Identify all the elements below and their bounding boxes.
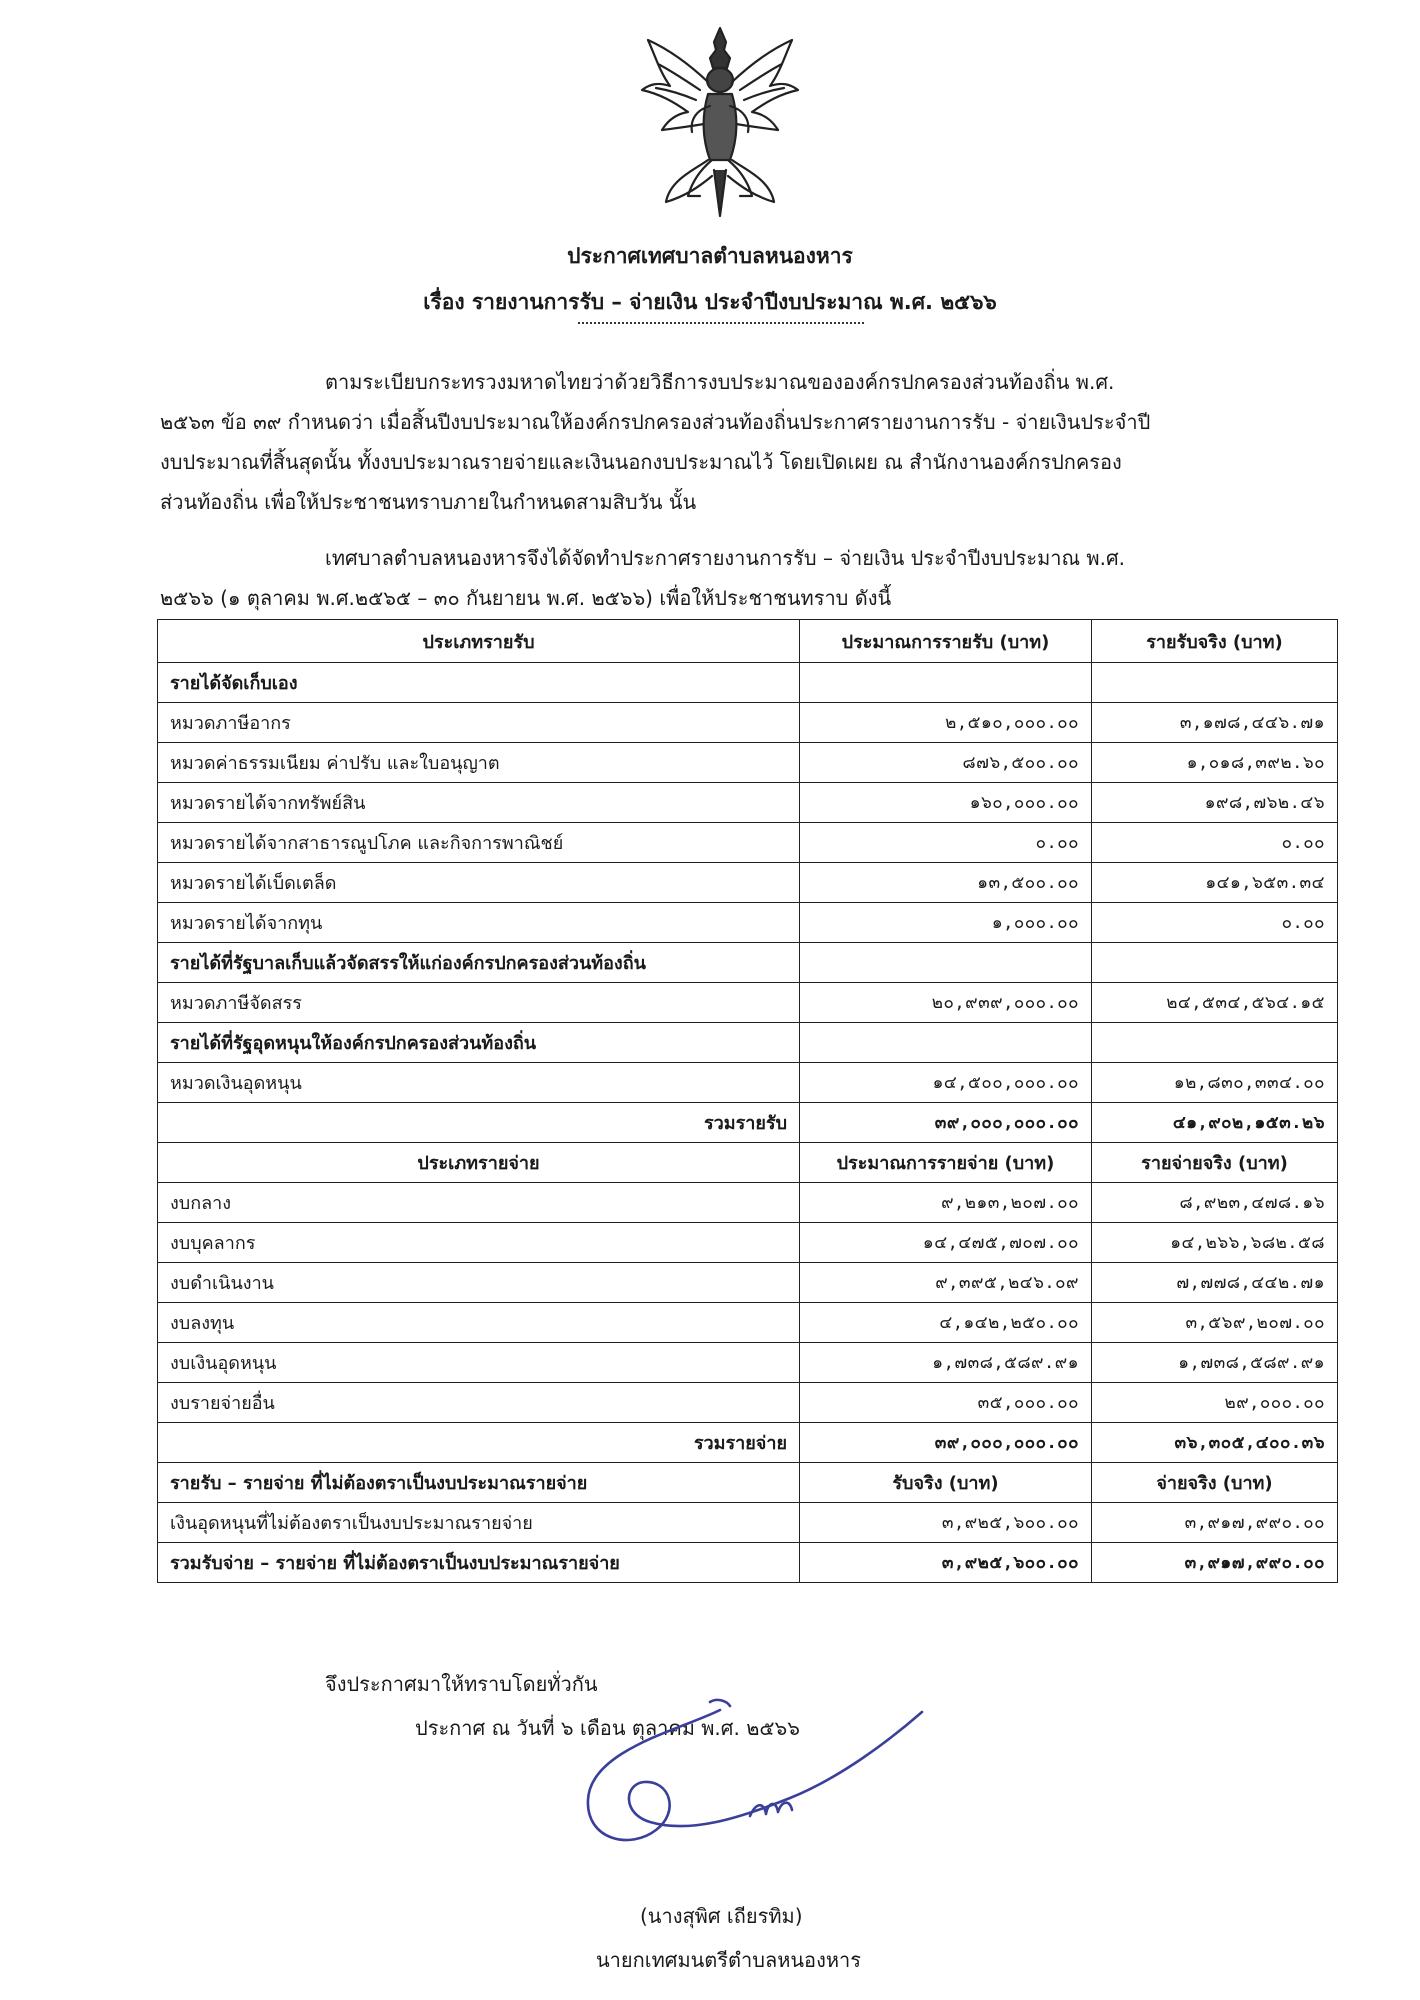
table-row (158, 1183, 1338, 1223)
total-paid: ๓,๙๑๗,๙๙๐.๐๐ (1092, 1543, 1338, 1583)
section-title: รายได้ที่รัฐบาลเก็บแล้วจัดสรรให้แก่องค์กรปกครองส่วนท้องถิ่น (158, 943, 800, 983)
revenue-header-row (158, 620, 1338, 663)
actual-cell: ๑,๗๓๘,๕๘๙.๙๑ (1092, 1343, 1338, 1383)
estimate-cell: ๒๐,๙๓๙,๐๐๐.๐๐ (800, 983, 1092, 1023)
section-row (158, 943, 1338, 983)
total-estimate: ๓๙,๐๐๐,๐๐๐.๐๐ (800, 1103, 1092, 1143)
table-row (158, 743, 1338, 783)
total-actual: ๓๖,๓๐๕,๔๐๐.๓๖ (1092, 1423, 1338, 1463)
closing-statement: จึงประกาศมาให้ทราบโดยทั่วกัน (325, 1672, 598, 1696)
actual-cell: ๑,๐๑๘,๓๙๒.๖๐ (1092, 743, 1338, 783)
total-received: ๓,๙๒๕,๖๐๐.๐๐ (800, 1543, 1092, 1583)
row-label: งบบุคลากร (158, 1223, 800, 1263)
announcement-date: ประกาศ ณ วันที่ ๖ เดือน ตุลาคม พ.ศ. ๒๕๖๖ (415, 1716, 800, 1740)
actual-cell: ๑๙๘,๗๖๒.๔๖ (1092, 783, 1338, 823)
intro-line: ๒๕๖๖ (๑ ตุลาคม พ.ศ.๒๕๖๕ – ๓๐ กันยายน พ.ศ. ๒๕๖๖) เพื่อให้ประชาชนทราบ ดังนี้ (160, 586, 892, 610)
actual-cell: ๐.๐๐ (1092, 903, 1338, 943)
row-label: หมวดภาษีจัดสรร (158, 983, 800, 1023)
table-row (158, 1503, 1338, 1543)
dotted-divider (578, 322, 864, 324)
actual-cell: ๐.๐๐ (1092, 823, 1338, 863)
estimate-cell: ๑๔,๕๐๐,๐๐๐.๐๐ (800, 1063, 1092, 1103)
table-row (158, 823, 1338, 863)
non-budget-received-header: รับจริง (บาท) (800, 1463, 1092, 1503)
table-row (158, 1303, 1338, 1343)
non-budget-header-row (158, 1463, 1338, 1503)
total-label: รวมรับจ่าย – รายจ่าย ที่ไม่ต้องตราเป็นงบประมาณรายจ่าย (158, 1543, 800, 1583)
table-row (158, 1263, 1338, 1303)
handwritten-signature (560, 1690, 930, 1860)
table-row (158, 1223, 1338, 1263)
row-label: งบรายจ่ายอื่น (158, 1383, 800, 1423)
estimate-cell: ๑๖๐,๐๐๐.๐๐ (800, 783, 1092, 823)
row-label: หมวดรายได้จากทุน (158, 903, 800, 943)
revenue-actual-header: รายรับจริง (บาท) (1092, 620, 1338, 663)
revenue-total-row (158, 1103, 1338, 1143)
row-label: หมวดเงินอุดหนุน (158, 1063, 800, 1103)
actual-cell: ๓,๕๖๙,๒๐๗.๐๐ (1092, 1303, 1338, 1343)
non-budget-total-row (158, 1543, 1338, 1583)
section-row (158, 663, 1338, 703)
table-row (158, 1383, 1338, 1423)
row-label: หมวดรายได้จากสาธารณูปโภค และกิจการพาณิชย์ (158, 823, 800, 863)
row-label: หมวดค่าธรรมเนียม ค่าปรับ และใบอนุญาต (158, 743, 800, 783)
estimate-cell: ๙,๓๙๕,๒๔๖.๐๙ (800, 1263, 1092, 1303)
non-budget-type-header: รายรับ – รายจ่าย ที่ไม่ต้องตราเป็นงบประมาณรายจ่าย (158, 1463, 800, 1503)
row-label: หมวดรายได้เบ็ดเตล็ด (158, 863, 800, 903)
revenue-estimate-header: ประมาณการรายรับ (บาท) (800, 620, 1092, 663)
finance-table (157, 619, 1338, 1583)
expense-actual-header: รายจ่ายจริง (บาท) (1092, 1143, 1338, 1183)
signer-name: (นางสุพิศ เถียรทิม) (640, 1904, 803, 1928)
estimate-cell: ๘๗๖,๕๐๐.๐๐ (800, 743, 1092, 783)
paid-cell: ๓,๙๑๗,๙๙๐.๐๐ (1092, 1503, 1338, 1543)
estimate-cell: ๔,๑๔๒,๒๕๐.๐๐ (800, 1303, 1092, 1343)
estimate-cell: ๐.๐๐ (800, 823, 1092, 863)
row-label: เงินอุดหนุนที่ไม่ต้องตราเป็นงบประมาณรายจ่าย (158, 1503, 800, 1543)
total-label: รวมรายรับ (158, 1103, 800, 1143)
received-cell: ๓,๙๒๕,๖๐๐.๐๐ (800, 1503, 1092, 1543)
row-label: หมวดรายได้จากทรัพย์สิน (158, 783, 800, 823)
table-row (158, 1343, 1338, 1383)
estimate-cell: ๑,๗๓๘,๕๘๙.๙๑ (800, 1343, 1092, 1383)
section-row (158, 1023, 1338, 1063)
table-row (158, 783, 1338, 823)
actual-cell: ๒๙,๐๐๐.๐๐ (1092, 1383, 1338, 1423)
table-row (158, 903, 1338, 943)
section-title: รายได้จัดเก็บเอง (158, 663, 800, 703)
row-label: งบลงทุน (158, 1303, 800, 1343)
expense-header-row (158, 1143, 1338, 1183)
actual-cell: ๑๒,๘๓๐,๓๓๔.๐๐ (1092, 1063, 1338, 1103)
intro-line: ตามระเบียบกระทรวงมหาดไทยว่าด้วยวิธีการงบประมาณขององค์กรปกครองส่วนท้องถิ่น พ.ศ. (325, 370, 1115, 394)
total-actual: ๔๑,๙๐๒,๑๕๓.๒๖ (1092, 1103, 1338, 1143)
table-row (158, 1063, 1338, 1103)
intro-paragraph-1 (160, 362, 1310, 522)
signer-position: นายกเทศมนตรีตำบลหนองหาร (596, 1948, 861, 1972)
estimate-cell: ๓๕,๐๐๐.๐๐ (800, 1383, 1092, 1423)
table-row (158, 983, 1338, 1023)
row-label: งบเงินอุดหนุน (158, 1343, 800, 1383)
section-title: รายได้ที่รัฐอุดหนุนให้องค์กรปกครองส่วนท้องถิ่น (158, 1023, 800, 1063)
total-estimate: ๓๙,๐๐๐,๐๐๐.๐๐ (800, 1423, 1092, 1463)
estimate-cell: ๙,๒๑๓,๒๐๗.๐๐ (800, 1183, 1092, 1223)
actual-cell: ๒๔,๕๓๔,๕๖๔.๑๕ (1092, 983, 1338, 1023)
expense-type-header: ประเภทรายจ่าย (158, 1143, 800, 1183)
revenue-type-header: ประเภทรายรับ (158, 620, 800, 663)
intro-line: ส่วนท้องถิ่น เพื่อให้ประชาชนทราบภายในกำหนดสามสิบวัน นั้น (160, 490, 697, 514)
intro-line: เทศบาลตำบลหนองหารจึงได้จัดทำประกาศรายงานการรับ – จ่ายเงิน ประจำปีงบประมาณ พ.ศ. (325, 546, 1125, 570)
announcement-subject: เรื่อง รายงานการรับ – จ่ายเงิน ประจำปีงบประมาณ พ.ศ. ๒๕๖๖ (423, 290, 997, 314)
actual-cell: ๘,๙๒๓,๔๗๘.๑๖ (1092, 1183, 1338, 1223)
intro-line: ๒๕๖๓ ข้อ ๓๙ กำหนดว่า เมื่อสิ้นปีงบประมาณให้องค์กรปกครองส่วนท้องถิ่นประกาศรายงานการรับ - จ่ายเงินประจำปี (160, 410, 1151, 434)
estimate-cell: ๑,๐๐๐.๐๐ (800, 903, 1092, 943)
expense-total-row (158, 1423, 1338, 1463)
total-label: รวมรายจ่าย (158, 1423, 800, 1463)
non-budget-paid-header: จ่ายจริง (บาท) (1092, 1463, 1338, 1503)
intro-line: งบประมาณที่สิ้นสุดนั้น ทั้งงบประมาณรายจ่ายและเงินนอกงบประมาณไว้ โดยเปิดเผย ณ สำนักงานองค์กรปกครอง (160, 450, 1122, 474)
table-row (158, 703, 1338, 743)
estimate-cell: ๒,๕๑๐,๐๐๐.๐๐ (800, 703, 1092, 743)
announcement-title: ประกาศเทศบาลตำบลหนองหาร (567, 244, 853, 268)
row-label: หมวดภาษีอากร (158, 703, 800, 743)
estimate-cell: ๑๔,๔๗๕,๗๐๗.๐๐ (800, 1223, 1092, 1263)
garuda-emblem-icon (630, 20, 810, 225)
actual-cell: ๑๔๑,๖๕๓.๓๔ (1092, 863, 1338, 903)
estimate-cell: ๑๓,๕๐๐.๐๐ (800, 863, 1092, 903)
actual-cell: ๑๔,๒๖๖,๖๘๒.๕๘ (1092, 1223, 1338, 1263)
actual-cell: ๓,๑๗๘,๔๔๖.๗๑ (1092, 703, 1338, 743)
table-row (158, 863, 1338, 903)
intro-paragraph-2 (160, 538, 1310, 618)
row-label: งบดำเนินงาน (158, 1263, 800, 1303)
row-label: งบกลาง (158, 1183, 800, 1223)
actual-cell: ๗,๗๗๘,๔๔๒.๗๑ (1092, 1263, 1338, 1303)
expense-estimate-header: ประมาณการรายจ่าย (บาท) (800, 1143, 1092, 1183)
